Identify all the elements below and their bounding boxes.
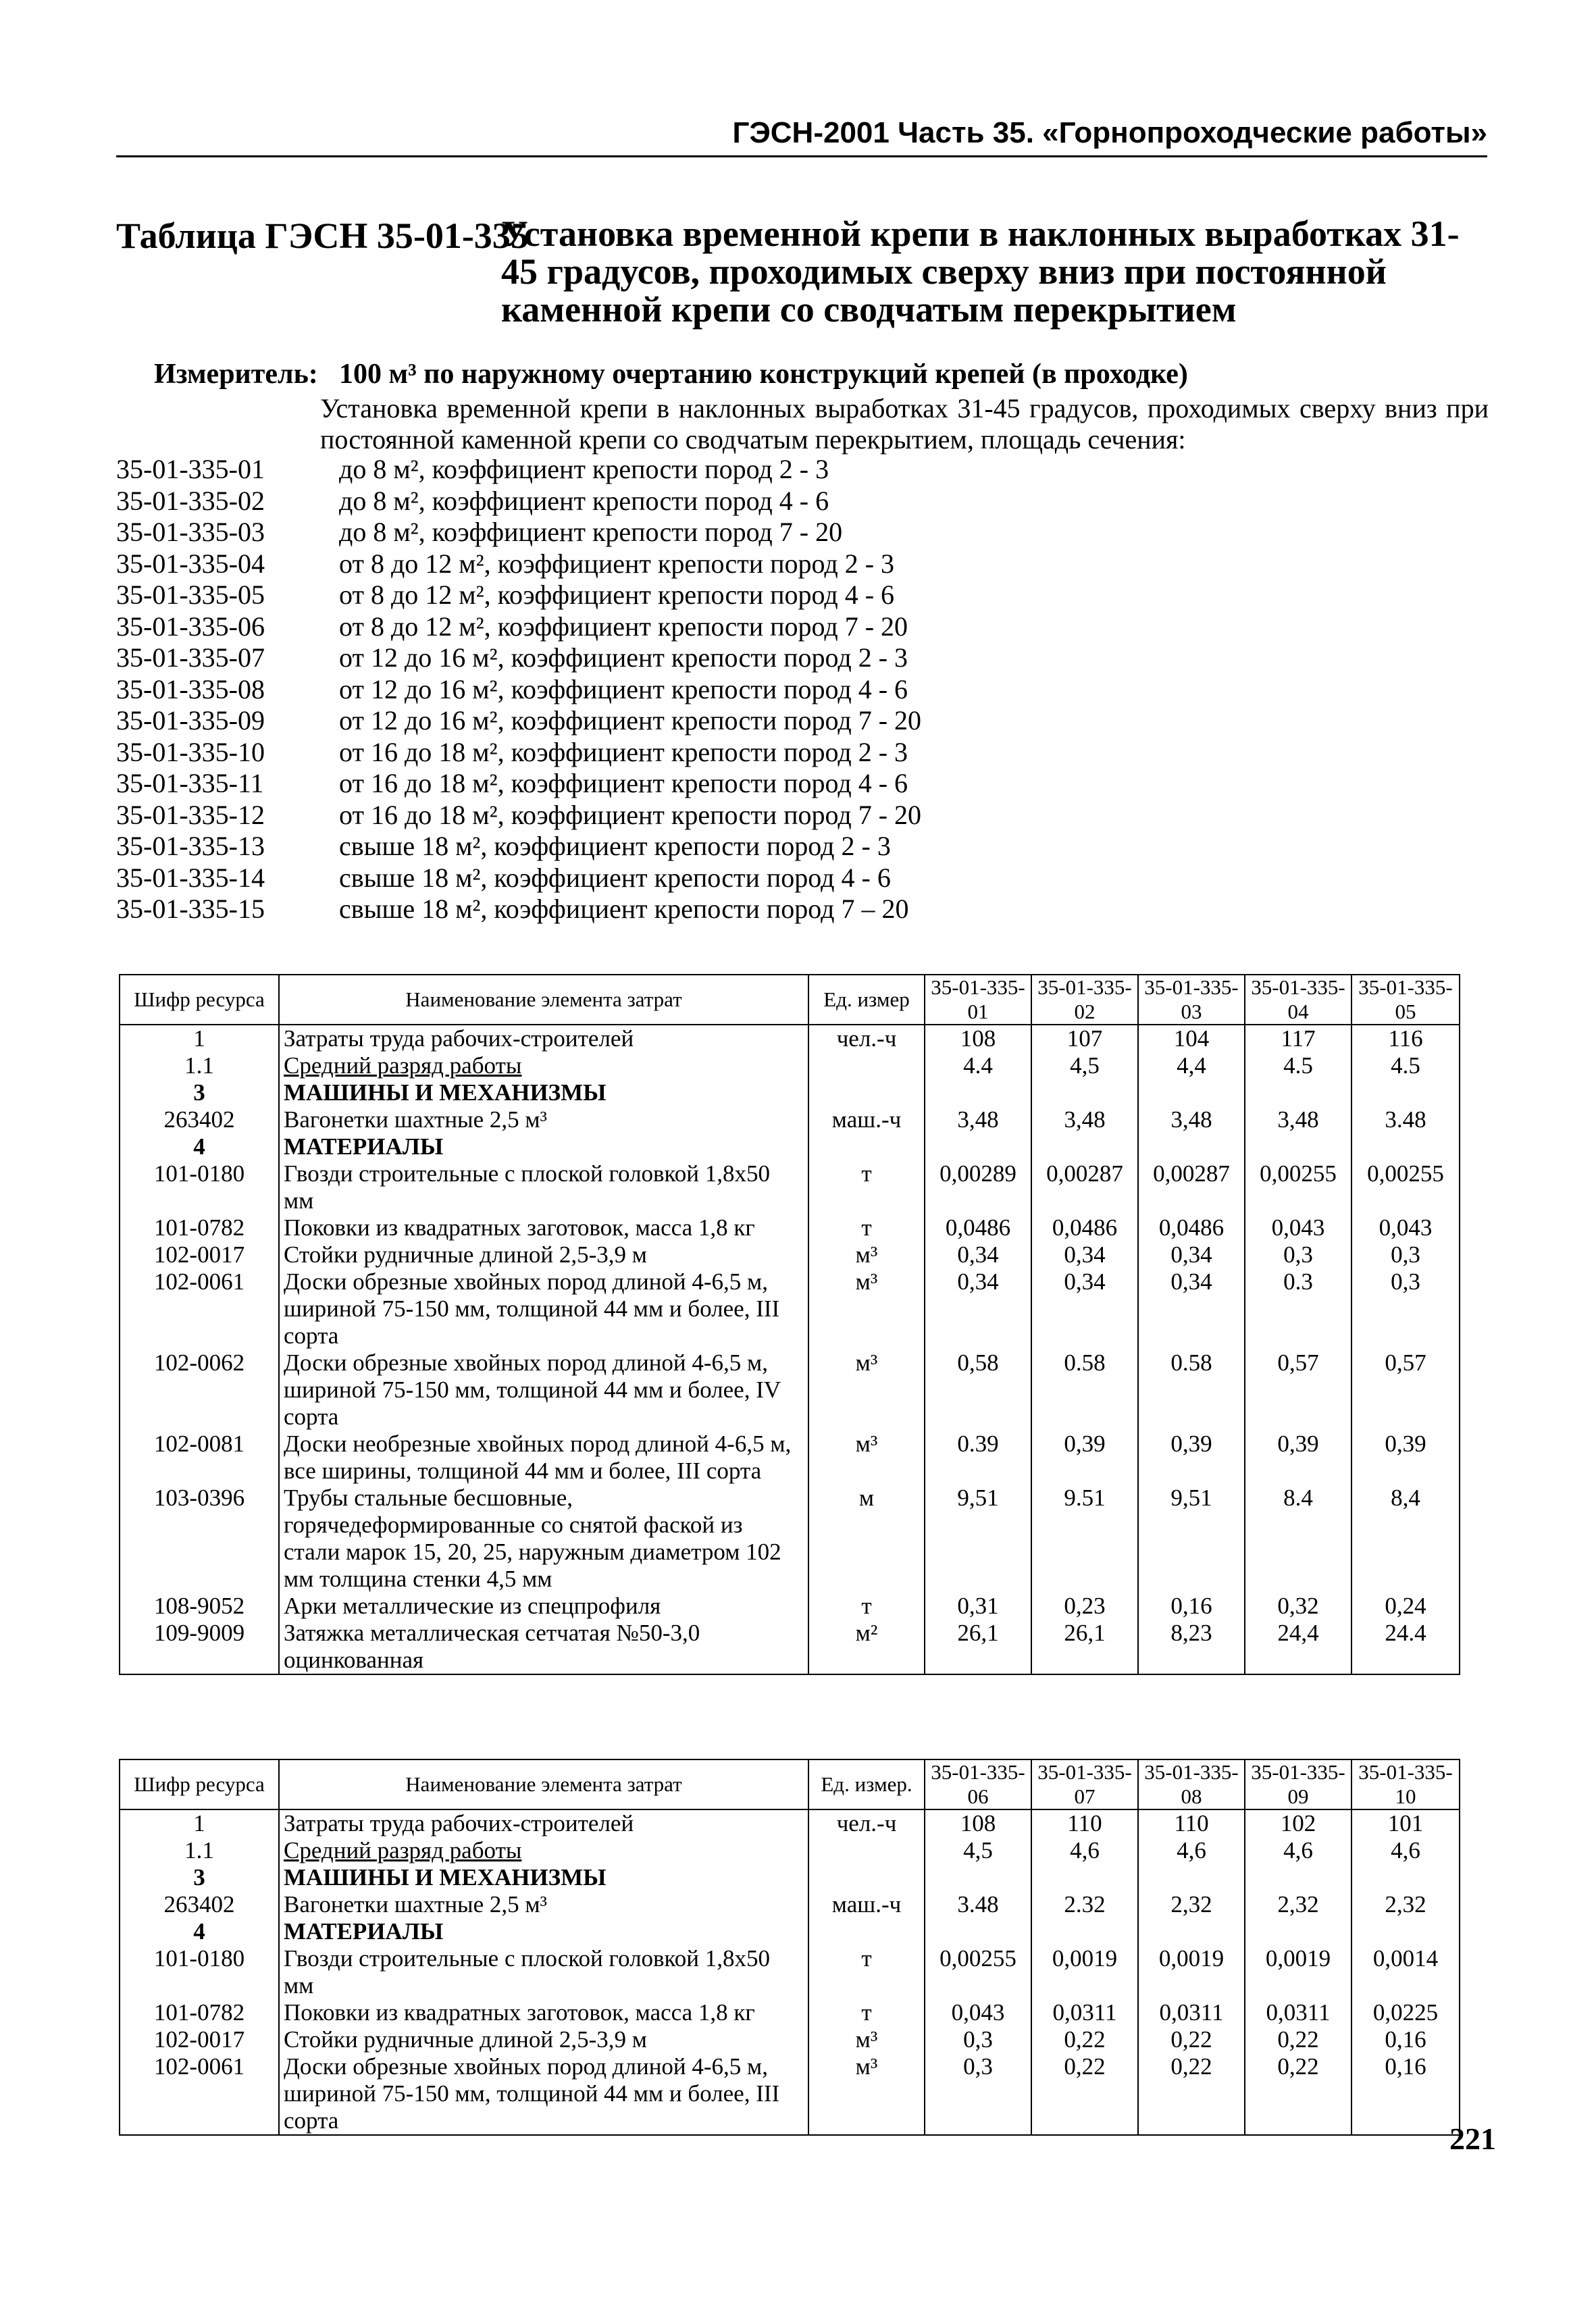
norm-value: 3.48: [1352, 1106, 1460, 1133]
column-header: 35-01-335-03: [1138, 975, 1245, 1025]
code-id: 35-01-335-09: [116, 705, 265, 736]
unit: м²: [808, 1620, 925, 1674]
code-description: от 12 до 16 м², коэффициент крепости пород 7 - 20: [339, 705, 922, 736]
norm-value: 104: [1138, 1025, 1245, 1052]
unit: т: [808, 1160, 925, 1214]
code-description: от 12 до 16 м², коэффициент крепости пород 4 - 6: [339, 673, 908, 704]
unit: м³: [808, 1241, 925, 1268]
norm-value: 9,51: [1138, 1485, 1245, 1593]
code-description: от 12 до 16 м², коэффициент крепости пород 2 - 3: [339, 642, 908, 673]
unit: м³: [808, 1431, 925, 1485]
norm-value: 0,22: [1031, 2053, 1138, 2135]
norm-value: [1352, 1079, 1460, 1106]
unit: м³: [808, 2053, 925, 2135]
norm-value: 2,32: [1138, 1891, 1245, 1918]
table-row: [120, 1241, 1460, 1268]
code-row: [116, 831, 1197, 863]
resource-table-2: [119, 1759, 1460, 2136]
norm-value: 0,32: [1245, 1593, 1352, 1620]
norm-value: [1138, 1918, 1245, 1945]
column-header: Наименование элемента затрат: [279, 975, 808, 1025]
norm-value: 0,00255: [1245, 1160, 1352, 1214]
norm-value: 0,58: [925, 1349, 1031, 1431]
unit: чел.-ч: [808, 1025, 925, 1052]
resource-code: 1: [120, 1809, 279, 1837]
norm-value: 4,6: [1352, 1837, 1460, 1864]
resource-table-1: [119, 974, 1460, 1675]
norm-value: [1138, 1864, 1245, 1891]
table-row: [120, 1945, 1460, 1999]
resource-code: 263402: [120, 1891, 279, 1918]
code-description: от 16 до 18 м², коэффициент крепости пород 2 - 3: [339, 736, 908, 767]
norm-value: 0,16: [1138, 1593, 1245, 1620]
code-id: 35-01-335-06: [116, 611, 265, 642]
norm-value: [1031, 1079, 1138, 1106]
meter-text: 100 м³ по наружному очертанию конструкций крепей (в проходке): [339, 359, 1188, 390]
resource-code: 108-9052: [120, 1593, 279, 1620]
cost-element-name: Вагонетки шахтные 2,5 м³: [279, 1106, 808, 1133]
norm-value: 0,0486: [925, 1214, 1031, 1241]
unit: м: [808, 1485, 925, 1593]
code-description: от 8 до 12 м², коэффициент крепости пород 4 - 6: [339, 580, 895, 610]
norm-value: 3,48: [1138, 1106, 1245, 1133]
norm-value: [1138, 1079, 1245, 1106]
norm-value: 0,0019: [1245, 1945, 1352, 1999]
unit: [808, 1837, 925, 1864]
norm-value: 4.5: [1352, 1052, 1460, 1079]
table-row: [120, 1864, 1460, 1891]
table-row: [120, 1133, 1460, 1160]
norm-value: 3,48: [1245, 1106, 1352, 1133]
unit: чел.-ч: [808, 1809, 925, 1837]
norm-value: 107: [1031, 1025, 1138, 1052]
norm-value: 0,16: [1352, 2026, 1460, 2053]
norm-value: [1245, 1079, 1352, 1106]
table-row: [120, 1837, 1460, 1864]
code-description: до 8 м², коэффициент крепости пород 7 - 20: [339, 517, 843, 547]
resource-code: 101-0180: [120, 1945, 279, 1999]
table-header-row: [120, 1759, 1460, 1809]
norm-value: 0,39: [1138, 1431, 1245, 1485]
resource-code: 102-0062: [120, 1349, 279, 1431]
table-header-row: [120, 975, 1460, 1025]
page-number: 221: [1449, 2122, 1496, 2156]
code-row: [116, 611, 1197, 643]
norm-value: 0,34: [1138, 1268, 1245, 1349]
norm-value: 4,4: [1138, 1052, 1245, 1079]
column-header: 35-01-335-08: [1138, 1759, 1245, 1809]
table-row: [120, 1079, 1460, 1106]
column-header: Наименование элемента затрат: [279, 1759, 808, 1809]
code-row: [116, 486, 1197, 517]
column-header: 35-01-335-02: [1031, 975, 1138, 1025]
norm-value: 0,39: [1245, 1431, 1352, 1485]
table-row: [120, 2026, 1460, 2053]
norm-value: 0,3: [925, 2026, 1031, 2053]
code-description: до 8 м², коэффициент крепости пород 4 - 6: [339, 485, 829, 516]
resource-code: 3: [120, 1079, 279, 1106]
code-id: 35-01-335-12: [116, 799, 265, 830]
resource-code: 101-0782: [120, 1999, 279, 2026]
norm-value: 0,0014: [1352, 1945, 1460, 1999]
table-row: [120, 1349, 1460, 1431]
norm-value: 2.32: [1031, 1891, 1138, 1918]
cost-element-name: Стойки рудничные длиной 2,5-3,9 м: [279, 2026, 808, 2053]
code-id: 35-01-335-14: [116, 862, 265, 893]
resource-code: 101-0180: [120, 1160, 279, 1214]
norm-value: 26,1: [1031, 1620, 1138, 1674]
cost-element-name: МАШИНЫ И МЕХАНИЗМЫ: [279, 1079, 808, 1106]
table-row: [120, 1809, 1460, 1837]
norm-value: [1138, 1133, 1245, 1160]
norm-value: 0,0019: [1031, 1945, 1138, 1999]
unit: [808, 1079, 925, 1106]
norm-value: 9.51: [1031, 1485, 1138, 1593]
cost-element-name: Поковки из квадратных заготовок, масса 1,8 кг: [279, 1999, 808, 2026]
cost-element-name: Затраты труда рабочих-строителей: [279, 1809, 808, 1837]
cost-element-name: Арки металлические из спецпрофиля: [279, 1593, 808, 1620]
resource-code: 1: [120, 1025, 279, 1052]
norm-value: [925, 1133, 1031, 1160]
table-row: [120, 1052, 1460, 1079]
norm-value: 0,0311: [1138, 1999, 1245, 2026]
resource-code: 3: [120, 1864, 279, 1891]
code-row: [116, 863, 1197, 894]
norm-value: 0,0486: [1138, 1214, 1245, 1241]
norm-value: 3,48: [1031, 1106, 1138, 1133]
unit: [808, 1918, 925, 1945]
norm-value: 0,16: [1352, 2053, 1460, 2135]
cost-element-name: Доски необрезные хвойных пород длиной 4-6,5 м, все ширины, толщиной 44 мм и более, III сорта: [279, 1431, 808, 1485]
norm-value: 0,22: [1245, 2053, 1352, 2135]
unit: маш.-ч: [808, 1891, 925, 1918]
norm-value: 4,5: [925, 1837, 1031, 1864]
cost-element-name: Доски обрезные хвойных пород длиной 4-6,5 м, шириной 75-150 мм, толщиной 44 мм и более, III сорта: [279, 2053, 808, 2135]
code-id: 35-01-335-15: [116, 894, 265, 924]
norm-value: [1031, 1864, 1138, 1891]
intro-text: Установка временной крепи в наклонных выработках 31-45 градусов, проходимых сверху вниз при постоянной каменной крепи со сводчатым перекрытием, площадь сечения:: [320, 393, 1489, 455]
running-title: ГЭСН-2001 Часть 35. «Горнопроходческие работы»: [732, 116, 1487, 149]
cost-element-name: Затяжка металлическая сетчатая №50-3,0 оцинкованная: [279, 1620, 808, 1674]
norm-value: 8,23: [1138, 1620, 1245, 1674]
norm-value: 0,0019: [1138, 1945, 1245, 1999]
code-row: [116, 768, 1197, 800]
column-header: 35-01-335-10: [1352, 1759, 1460, 1809]
norm-value: 0,043: [1352, 1214, 1460, 1241]
code-row: [116, 548, 1197, 580]
norm-value: [1352, 1864, 1460, 1891]
code-description: от 8 до 12 м², коэффициент крепости пород 7 - 20: [339, 611, 908, 642]
norm-value: [1031, 1918, 1138, 1945]
norm-value: 0,34: [1031, 1241, 1138, 1268]
code-description: от 8 до 12 м², коэффициент крепости пород 2 - 3: [339, 548, 895, 579]
code-id: 35-01-335-10: [116, 736, 265, 767]
norm-value: [1245, 1864, 1352, 1891]
column-header: 35-01-335-07: [1031, 1759, 1138, 1809]
norm-value: 0,23: [1031, 1593, 1138, 1620]
norm-value: 4,6: [1245, 1837, 1352, 1864]
resource-code: 4: [120, 1918, 279, 1945]
norm-value: 3.48: [925, 1891, 1031, 1918]
table-title-text: Установка временной крепи в наклонных выработках 31-45 градусов, проходимых сверху вниз при постоянной каменной крепи со сводчатым перекрытием: [501, 213, 1460, 330]
cost-element-name: Гвозди строительные с плоской головкой 1,8x50 мм: [279, 1945, 808, 1999]
code-id: 35-01-335-01: [116, 454, 265, 484]
norm-value: 4,5: [1031, 1052, 1138, 1079]
norm-value: 117: [1245, 1025, 1352, 1052]
unit: м³: [808, 1349, 925, 1431]
table-row: [120, 1918, 1460, 1945]
code-id: 35-01-335-05: [116, 580, 265, 610]
code-row: [116, 580, 1197, 611]
norm-value: 4,6: [1138, 1837, 1245, 1864]
norm-value: 2,32: [1352, 1891, 1460, 1918]
norm-value: 0,22: [1138, 2053, 1245, 2135]
norm-value: 3,48: [925, 1106, 1031, 1133]
norm-value: [925, 1918, 1031, 1945]
cost-element-name: Доски обрезные хвойных пород длиной 4-6,5 м, шириной 75-150 мм, толщиной 44 мм и более, IV сорта: [279, 1349, 808, 1431]
resource-code: 102-0061: [120, 2053, 279, 2135]
column-header: 35-01-335-05: [1352, 975, 1460, 1025]
resource-code: 1.1: [120, 1837, 279, 1864]
cost-element-name: Трубы стальные бесшовные, горячедеформированные со снятой фаской из стали марок 15, 20, 25, наружным диаметром 102 мм толщина стенки 4,5 мм: [279, 1485, 808, 1593]
norm-value: 0,22: [1245, 2026, 1352, 2053]
norm-value: 4.5: [1245, 1052, 1352, 1079]
cost-element-name: Поковки из квадратных заготовок, масса 1,8 кг: [279, 1214, 808, 1241]
norm-value: 0.39: [925, 1431, 1031, 1485]
table-row: [120, 1214, 1460, 1241]
unit: м³: [808, 1268, 925, 1349]
cost-element-name: МАШИНЫ И МЕХАНИЗМЫ: [279, 1864, 808, 1891]
norm-value: 0,22: [1031, 2026, 1138, 2053]
norm-value: 0,24: [1352, 1593, 1460, 1620]
table-row: [120, 1891, 1460, 1918]
norm-value: 0,00255: [1352, 1160, 1460, 1214]
table-row: [120, 1620, 1460, 1674]
norm-value: 102: [1245, 1809, 1352, 1837]
norm-value: 0,0311: [1245, 1999, 1352, 2026]
norm-value: 0,34: [925, 1241, 1031, 1268]
column-header: Шифр ресурса: [120, 975, 279, 1025]
unit: [808, 1052, 925, 1079]
norm-value: 0,0225: [1352, 1999, 1460, 2026]
code-row: [116, 800, 1197, 831]
resource-code: 102-0081: [120, 1431, 279, 1485]
resource-code: 4: [120, 1133, 279, 1160]
column-header: 35-01-335-06: [925, 1759, 1031, 1809]
norm-value: 2,32: [1245, 1891, 1352, 1918]
norm-value: 0,3: [1245, 1241, 1352, 1268]
norm-value: 0,34: [1031, 1268, 1138, 1349]
unit: т: [808, 1999, 925, 2026]
cost-element-name: МАТЕРИАЛЫ: [279, 1918, 808, 1945]
norm-value: 0,043: [925, 1999, 1031, 2026]
norm-value: 0,00289: [925, 1160, 1031, 1214]
code-list: [116, 454, 1197, 925]
norm-value: 24,4: [1245, 1620, 1352, 1674]
table-row: [120, 1485, 1460, 1593]
norm-value: [925, 1079, 1031, 1106]
resource-code: 101-0782: [120, 1214, 279, 1241]
norm-value: 0,22: [1138, 2026, 1245, 2053]
code-row: [116, 454, 1197, 486]
norm-value: 0,0311: [1031, 1999, 1138, 2026]
norm-value: 0.58: [1031, 1349, 1138, 1431]
code-id: 35-01-335-03: [116, 517, 265, 547]
code-id: 35-01-335-07: [116, 642, 265, 673]
norm-value: 0,34: [925, 1268, 1031, 1349]
table-row: [120, 1025, 1460, 1052]
resource-code: 103-0396: [120, 1485, 279, 1593]
code-id: 35-01-335-08: [116, 673, 265, 704]
norm-value: 108: [925, 1025, 1031, 1052]
unit: [808, 1864, 925, 1891]
norm-value: 0,00255: [925, 1945, 1031, 1999]
code-description: от 16 до 18 м², коэффициент крепости пород 4 - 6: [339, 768, 908, 798]
cost-element-name: Затраты труда рабочих-строителей: [279, 1025, 808, 1052]
norm-value: [1245, 1918, 1352, 1945]
unit: т: [808, 1214, 925, 1241]
code-id: 35-01-335-13: [116, 831, 265, 861]
table-row: [120, 1106, 1460, 1133]
unit: маш.-ч: [808, 1106, 925, 1133]
table-row: [120, 1431, 1460, 1485]
code-row: [116, 894, 1197, 925]
resource-code: 263402: [120, 1106, 279, 1133]
cost-element-name: Доски обрезные хвойных пород длиной 4-6,5 м, шириной 75-150 мм, толщиной 44 мм и более, III сорта: [279, 1268, 808, 1349]
norm-value: 0,34: [1138, 1241, 1245, 1268]
norm-value: [925, 1864, 1031, 1891]
cost-element-name: Средний разряд работы: [279, 1052, 808, 1079]
unit: [808, 1133, 925, 1160]
norm-value: 116: [1352, 1025, 1460, 1052]
resource-code: 102-0017: [120, 1241, 279, 1268]
code-id: 35-01-335-04: [116, 548, 265, 579]
norm-value: 110: [1031, 1809, 1138, 1837]
column-header: 35-01-335-09: [1245, 1759, 1352, 1809]
norm-value: 0,57: [1352, 1349, 1460, 1431]
table-row: [120, 2053, 1460, 2135]
norm-value: 26,1: [925, 1620, 1031, 1674]
code-id: 35-01-335-02: [116, 485, 265, 516]
norm-value: 0,3: [1352, 1241, 1460, 1268]
norm-value: 0.58: [1138, 1349, 1245, 1431]
norm-value: 0,0486: [1031, 1214, 1138, 1241]
norm-value: 108: [925, 1809, 1031, 1837]
code-row: [116, 737, 1197, 769]
table-title-label: Таблица ГЭСН 35-01-335: [116, 215, 529, 256]
table-row: [120, 1268, 1460, 1349]
norm-value: 101: [1352, 1809, 1460, 1837]
table-row: [120, 1160, 1460, 1214]
norm-value: 0,57: [1245, 1349, 1352, 1431]
column-header: Ед. измер: [808, 975, 925, 1025]
code-description: от 16 до 18 м², коэффициент крепости пород 7 - 20: [339, 799, 922, 830]
code-description: свыше 18 м², коэффициент крепости пород 2 - 3: [339, 831, 891, 861]
norm-value: 4,6: [1031, 1837, 1138, 1864]
unit: т: [808, 1593, 925, 1620]
resource-code: 102-0017: [120, 2026, 279, 2053]
norm-value: 110: [1138, 1809, 1245, 1837]
norm-value: 0.3: [1245, 1268, 1352, 1349]
norm-value: 4.4: [925, 1052, 1031, 1079]
code-row: [116, 705, 1197, 737]
norm-value: [1352, 1133, 1460, 1160]
norm-value: 0,3: [1352, 1268, 1460, 1349]
cost-element-name: МАТЕРИАЛЫ: [279, 1133, 808, 1160]
unit: т: [808, 1945, 925, 1999]
norm-value: 8.4: [1245, 1485, 1352, 1593]
code-description: свыше 18 м², коэффициент крепости пород 7 – 20: [339, 894, 909, 924]
code-row: [116, 517, 1197, 548]
column-header: Ед. измер.: [808, 1759, 925, 1809]
column-header: 35-01-335-04: [1245, 975, 1352, 1025]
cost-element-name: Стойки рудничные длиной 2,5-3,9 м: [279, 1241, 808, 1268]
code-row: [116, 674, 1197, 706]
norm-value: [1245, 1133, 1352, 1160]
resource-code: 102-0061: [120, 1268, 279, 1349]
meter-label: Измеритель:: [154, 359, 318, 390]
norm-value: 0,043: [1245, 1214, 1352, 1241]
running-header: [116, 113, 1487, 157]
code-description: до 8 м², коэффициент крепости пород 2 - 3: [339, 454, 829, 484]
norm-value: 0,39: [1031, 1431, 1138, 1485]
resource-code: 109-9009: [120, 1620, 279, 1674]
norm-value: 24.4: [1352, 1620, 1460, 1674]
code-description: свыше 18 м², коэффициент крепости пород 4 - 6: [339, 862, 891, 893]
norm-value: 8,4: [1352, 1485, 1460, 1593]
norm-value: 0,31: [925, 1593, 1031, 1620]
norm-value: 0,00287: [1138, 1160, 1245, 1214]
code-row: [116, 642, 1197, 674]
code-id: 35-01-335-11: [116, 768, 264, 798]
norm-value: 0,3: [925, 2053, 1031, 2135]
resource-code: 1.1: [120, 1052, 279, 1079]
table-row: [120, 1593, 1460, 1620]
column-header: Шифр ресурса: [120, 1759, 279, 1809]
norm-value: 0,39: [1352, 1431, 1460, 1485]
column-header: 35-01-335-01: [925, 975, 1031, 1025]
cost-element-name: Гвозди строительные с плоской головкой 1,8x50 мм: [279, 1160, 808, 1214]
norm-value: 0,00287: [1031, 1160, 1138, 1214]
norm-value: 9,51: [925, 1485, 1031, 1593]
cost-element-name: Вагонетки шахтные 2,5 м³: [279, 1891, 808, 1918]
table-row: [120, 1999, 1460, 2026]
norm-value: [1031, 1133, 1138, 1160]
cost-element-name: Средний разряд работы: [279, 1837, 808, 1864]
unit: м³: [808, 2026, 925, 2053]
norm-value: [1352, 1918, 1460, 1945]
